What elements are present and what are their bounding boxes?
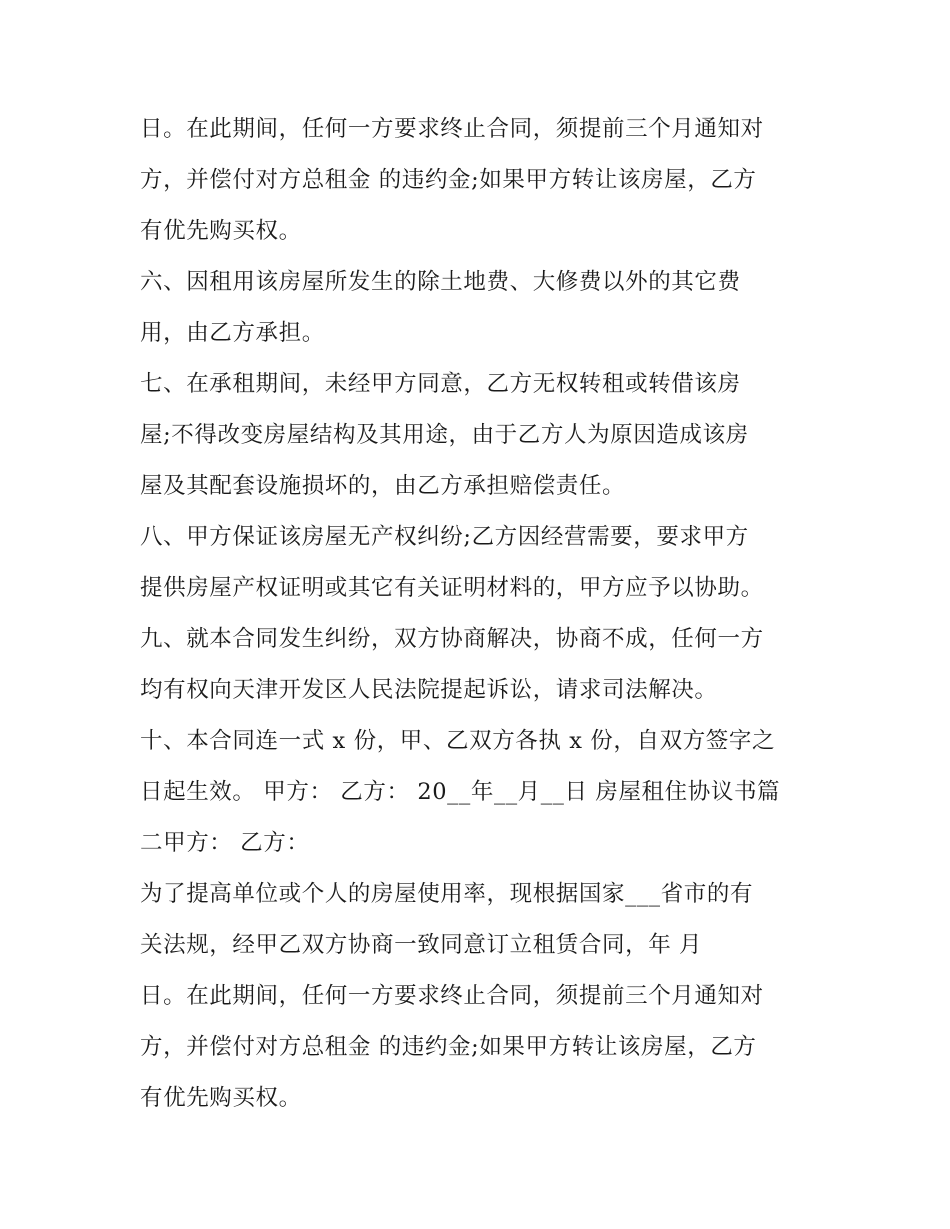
text-line: 日。在此期间，任何一方要求终止合同，须提前三个月通知对 [140,116,764,142]
text-line: 方，并偿付对方总租金 的违约金;如果甲方转让该房屋，乙方 [140,1034,757,1060]
text-line: 屋及其配套设施损坏的，由乙方承担赔偿责任。 [140,473,626,499]
text-line: 有优先购买权。 [140,218,302,244]
text-line: 用，由乙方承担。 [140,320,325,346]
text-line: 日。在此期间，任何一方要求终止合同，须提前三个月通知对 [140,983,764,1009]
text-line: 提供房屋产权证明或其它有关证明材料的，甲方应予以协助。 [140,575,764,601]
text-line: 九、就本合同发生纠纷，双方协商解决，协商不成，任何一方 [140,626,764,652]
text-line: 有优先购买权。 [140,1085,302,1111]
text-line: 六、因租用该房屋所发生的除土地费、大修费以外的其它费 [140,269,741,295]
document-body [140,104,820,1124]
text-line: 十、本合同连一式 x 份，甲、乙双方各执 x 份，自双方签字之 [140,728,776,754]
text-line: 日起生效。 甲方： 乙方： 20__年__月__日 房屋租住协议书篇 [140,779,781,805]
text-line: 二甲方： 乙方： [140,830,310,856]
text-line: 屋;不得改变房屋结构及其用途，由于乙方人为原因造成该房 [140,422,749,448]
text-line: 八、甲方保证该房屋无产权纠纷;乙方因经营需要，要求甲方 [140,524,749,550]
text-line: 七、在承租期间，未经甲方同意，乙方无权转租或转借该房 [140,371,741,397]
text-line: 关法规，经甲乙双方协商一致同意订立租赁合同，年 月 [140,932,703,958]
text-line: 方，并偿付对方总租金 的违约金;如果甲方转让该房屋，乙方 [140,167,757,193]
text-line: 为了提高单位或个人的房屋使用率，现根据国家___省市的有 [140,881,754,907]
text-line: 均有权向天津开发区人民法院提起诉讼，请求司法解决。 [140,677,718,703]
